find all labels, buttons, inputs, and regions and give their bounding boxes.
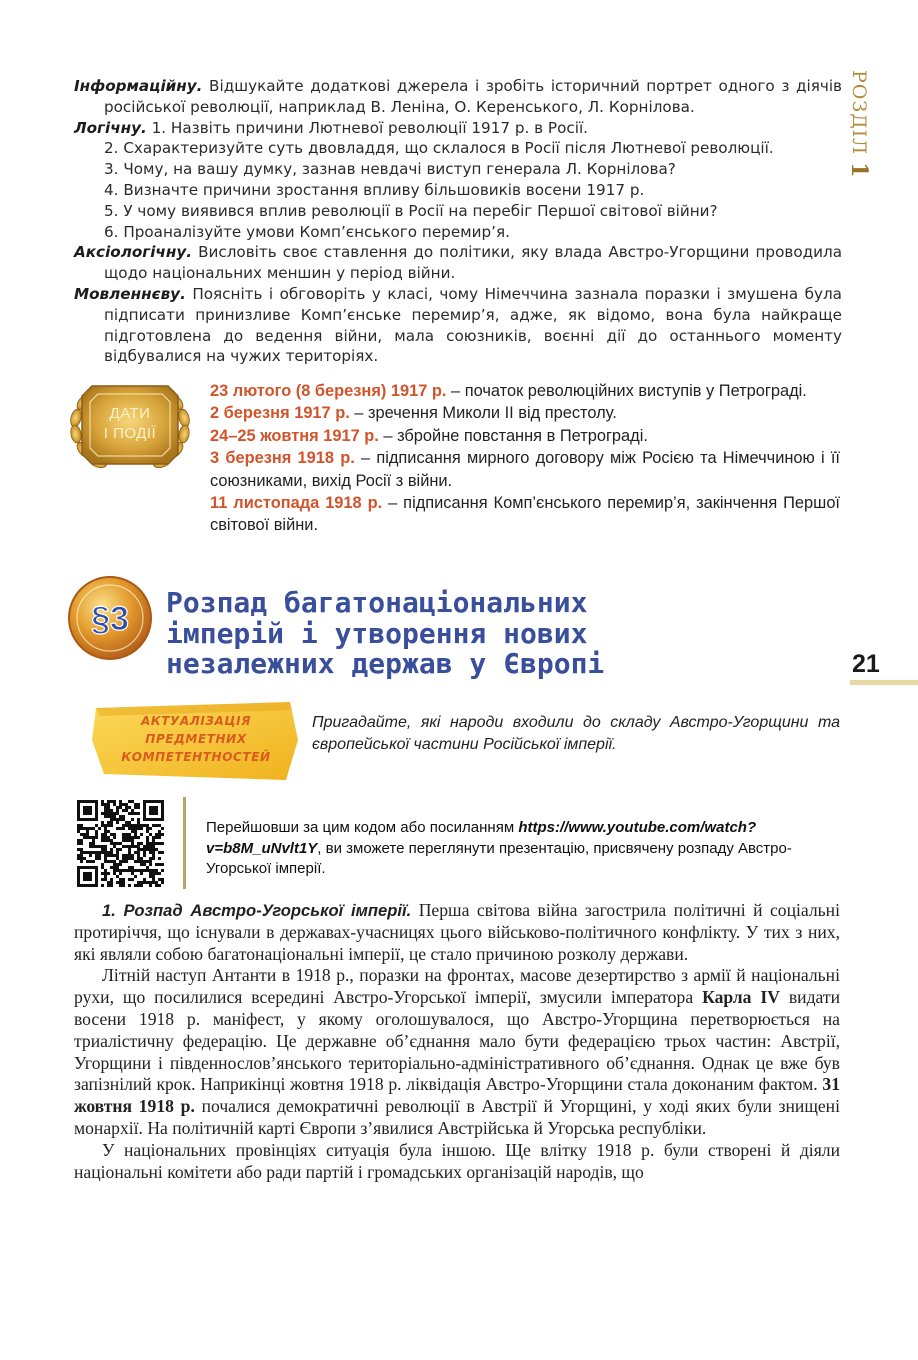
activation-line3: КОМПЕТЕНТНОСТЕЙ bbox=[121, 750, 271, 764]
date-entry bbox=[210, 447, 840, 492]
qr-code-icon bbox=[74, 798, 168, 888]
section-label bbox=[846, 70, 872, 178]
video-link[interactable]: https://www.youtube.com/watch?v=b8M_uNvlt1Y bbox=[206, 819, 757, 857]
body-paragraph-text: видати восени 1918 р. маніфест, у якому оголошувалося, що Австро-Угорщина перетворюється на триалістичну федерацію. Це державне об’єднання мало бути федерацією трьох частин: Австрії, Угорщини і південнослов’янського територіально-адміністративного об’єднання. Однак це вже був запізнілий крок. Наприкінці жовтня 1918 р. ліквідація Австро-Угорщини стала доконаним фактом. bbox=[74, 987, 840, 1095]
body-paragraph bbox=[74, 900, 840, 965]
date-text: – збройне повстання в Петрограді. bbox=[378, 426, 648, 445]
task-axio bbox=[74, 242, 842, 284]
task-logic-label: Логічну. bbox=[74, 118, 147, 137]
page-number-underline bbox=[850, 680, 918, 685]
emphasis-date: 31 жовтня 1918 р. bbox=[74, 1074, 840, 1117]
date-text: – зречення Миколи ІІ від престолу. bbox=[349, 404, 617, 423]
date-label: 23 лютого (8 березня) 1917 р. bbox=[210, 382, 447, 400]
task-logic-item: 1. Назвіть причини Лютневої революції 1917 р. в Росії. bbox=[151, 118, 588, 137]
date-label: 2 березня 1917 р. bbox=[210, 404, 350, 423]
dates-badge bbox=[62, 372, 198, 478]
body-text bbox=[74, 900, 840, 1183]
task-axio-text: Висловіть своє ставлення до політики, яку влада Австро-Угорщини проводила щодо національних меншин у період війни. bbox=[104, 243, 842, 283]
date-entry bbox=[210, 492, 840, 537]
activation-line2: ПРЕДМЕТНИХ bbox=[145, 732, 247, 746]
task-axio-label: Аксіологічну. bbox=[74, 243, 192, 262]
section-word: РОЗДІЛ bbox=[848, 70, 870, 156]
body-paragraph: У національних провінціях ситуація була іншою. Ще влітку 1918 р. були створені й діяли національні комітети або ради партій і громадських організацій народів, що bbox=[74, 1139, 840, 1182]
body-paragraph bbox=[74, 965, 840, 1139]
qr-caption bbox=[206, 818, 840, 880]
date-entry bbox=[210, 380, 840, 402]
task-speech-label: Мовленнєву. bbox=[74, 284, 186, 303]
emphasis-name: Карла IV bbox=[702, 987, 780, 1008]
task-info-label: Інформаційну. bbox=[74, 77, 203, 95]
task-speech-text: Поясніть і обговоріть у класі, чому Німеччина зазнала поразки і змушена була підписати принизливе Комп’єнське перемир’я, адже, як відомо, вона була найкраще підготовлена до ведення війни, мала союзників, воєнні дії до останнього моменту відбувалися на чужих територіях. bbox=[104, 284, 842, 366]
activation-banner bbox=[90, 700, 302, 782]
page-number: 21 bbox=[852, 650, 880, 678]
task-logic-item: 4. Визначте причини зростання впливу більшовиків восени 1917 р. bbox=[104, 180, 645, 199]
date-text: – початок революційних виступів у Петрограді. bbox=[446, 382, 807, 400]
body-paragraph-text: Літній наступ Антанти в 1918 р., поразки на фронтах, масове дезертирство з армії й національні рухи, що посилилися всередині Австро-Угорської імперії, змусили імператора bbox=[74, 965, 840, 1008]
date-entry bbox=[210, 402, 840, 424]
task-logic-item: 6. Проаналізуйте умови Комп’єнського перемир’я. bbox=[104, 222, 510, 241]
date-entry bbox=[210, 425, 840, 447]
task-speech bbox=[74, 284, 842, 367]
qr-divider bbox=[183, 797, 186, 889]
activation-line1: АКТУАЛІЗАЦІЯ bbox=[140, 714, 252, 728]
paragraph-badge-icon bbox=[66, 574, 154, 662]
dates-badge-line2: І ПОДІЇ bbox=[103, 425, 157, 442]
subsection-heading: 1. Розпад Австро-Угорської імперії. bbox=[102, 901, 412, 920]
date-label: 11 листопада 1918 р. bbox=[210, 494, 383, 513]
section-side-tab bbox=[842, 70, 882, 188]
qr-code[interactable] bbox=[74, 798, 168, 888]
body-paragraph-text: Перша світова війна загострила політичні й соціальні протиріччя, що існували в державах-учасницях цього військово-політичного конфлікту. У тих з них, які являли собою багатонаціональні імперії, це стало причиною розколу держави. bbox=[74, 900, 840, 964]
section-number: 1 bbox=[846, 162, 872, 179]
body-paragraph-text: почалися демократичні революції в Австрії й Угорщині, у ході яких були знищені монархії. На політичній карті Європи з’явилися Австрійська й Угорська республіки. bbox=[74, 1096, 840, 1138]
task-logic-item: 5. У чому виявився вплив революції в Росії на перебіг Першої світової війни? bbox=[104, 201, 718, 220]
task-logic-item: 3. Чому, на вашу думку, зазнав невдачі виступ генерала Л. Корнілова? bbox=[104, 160, 676, 179]
date-label: 24–25 жовтня 1917 р. bbox=[210, 426, 379, 445]
task-logic-item: 2. Схарактеризуйте суть двовладдя, що склалося в Росії після Лютневої революції. bbox=[104, 139, 774, 158]
task-info bbox=[74, 76, 842, 118]
date-text: – підписання мирного договору між Росією та Німеччиною і її союзниками, вихід Росії з війни. bbox=[210, 449, 840, 490]
tasks-block bbox=[74, 76, 842, 367]
task-logic bbox=[74, 118, 842, 139]
dates-list bbox=[210, 380, 840, 537]
recall-question: Пригадайте, які народи входили до складу Австро-Угорщини та європейської частини Російської імперії. bbox=[312, 714, 840, 753]
date-text: – підписання Комп’єнського перемир’я, закінчення Першої світової війни. bbox=[210, 494, 840, 535]
paragraph-badge-text: §3 bbox=[91, 600, 129, 638]
qr-caption-before: Перейшовши за цим кодом або посиланням bbox=[206, 819, 519, 836]
date-label: 3 березня 1918 р. bbox=[210, 449, 355, 468]
dates-badge-line1: ДАТИ bbox=[109, 405, 151, 422]
paragraph-badge bbox=[66, 574, 154, 662]
qr-caption-after: , ви зможете переглянути презентацію, присвячену розпаду Австро-Угорської імперії. bbox=[206, 839, 792, 877]
chapter-title: Розпад багатонаціональних імперій і утворення нових незалежних держав у Європі bbox=[166, 586, 605, 680]
task-info-text: Відшукайте додаткові джерела і зробіть історичний портрет одного з діячів російської революції, наприклад В. Леніна, О. Керенського, Л. Корнілова. bbox=[104, 77, 842, 116]
